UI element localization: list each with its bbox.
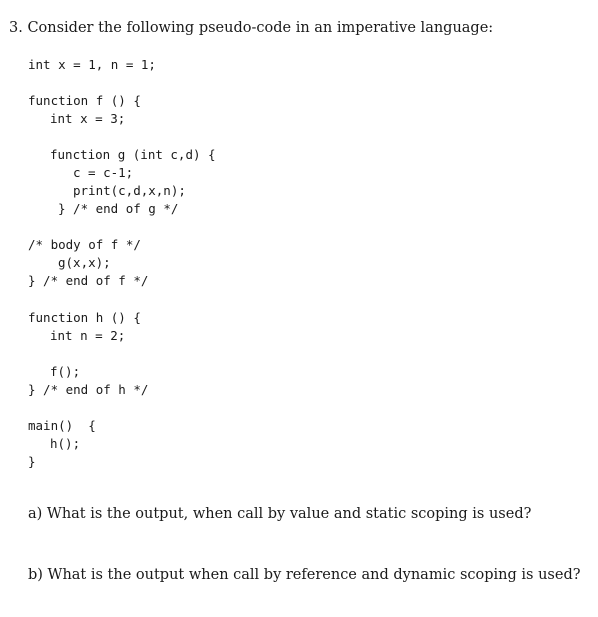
code-line: function f () { (28, 93, 141, 108)
code-line: print(c,d,x,n); (73, 183, 186, 198)
code-line: g(x,x); (58, 255, 111, 270)
code-line: main() { (28, 418, 96, 433)
subquestion-a: a) What is the output, when call by value and static scoping is used? (28, 506, 532, 522)
code-line: function g (int c,d) { (50, 147, 216, 162)
question-heading: 3. Consider the following pseudo-code in an imperative language: (9, 20, 494, 36)
code-line: } /* end of g */ (58, 201, 179, 216)
code-line: } /* end of h */ (28, 382, 149, 397)
code-line: } (28, 454, 36, 469)
code-line: int x = 1, n = 1; (28, 57, 156, 72)
code-line: int n = 2; (50, 328, 126, 343)
code-line: f(); (50, 364, 81, 379)
code-line: function h () { (28, 310, 141, 325)
code-line: c = c-1; (73, 165, 134, 180)
subquestion-b: b) What is the output when call by reference and dynamic scoping is used? (28, 567, 581, 583)
code-line: h(); (50, 436, 81, 451)
code-line: int x = 3; (50, 111, 126, 126)
code-line: } /* end of f */ (28, 273, 149, 288)
code-line: /* body of f */ (28, 237, 141, 252)
